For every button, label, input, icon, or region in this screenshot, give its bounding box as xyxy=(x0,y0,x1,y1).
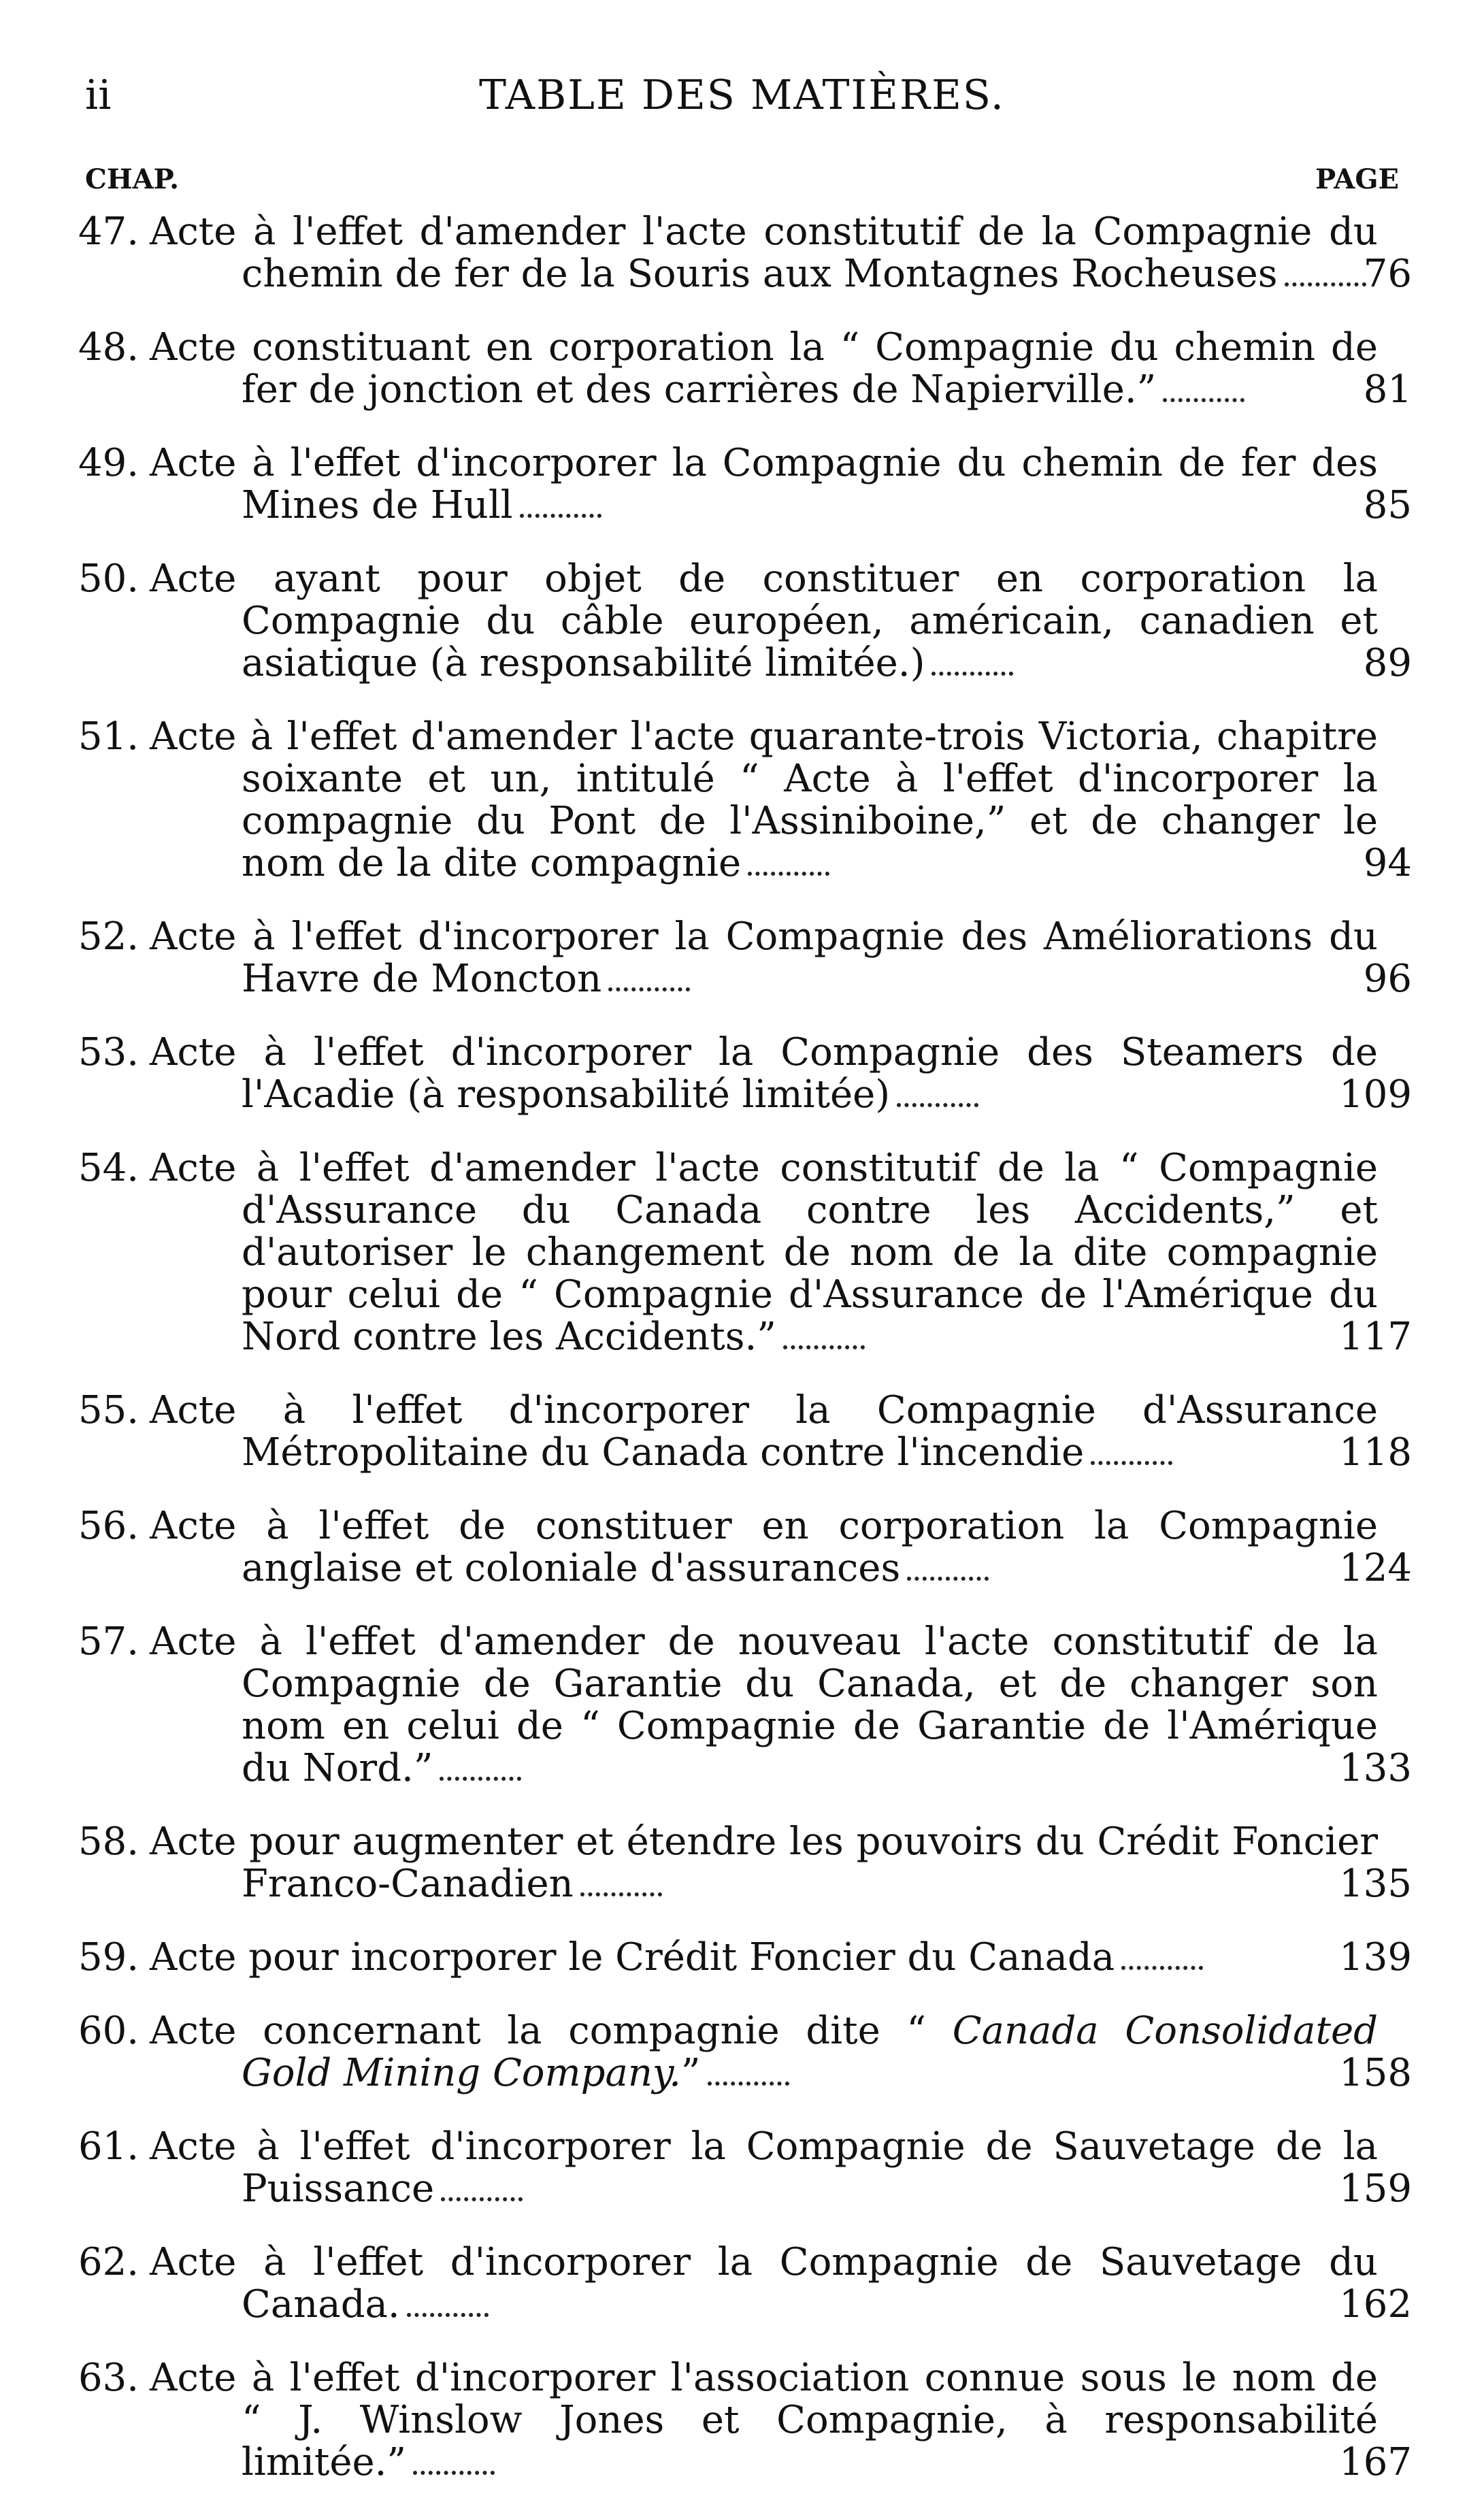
chapter-number: 62. xyxy=(78,2240,139,2284)
toc-entry xyxy=(78,1505,1412,1590)
dot-leader xyxy=(580,1892,662,1896)
toc-entry xyxy=(78,716,1412,885)
toc-entry xyxy=(78,442,1412,527)
dot-leader xyxy=(708,2082,789,2086)
chapter-number: 51. xyxy=(78,714,139,759)
page-number: 96 xyxy=(1363,957,1412,1001)
toc-entry xyxy=(78,1937,1412,1979)
entry-title: Acte à l'effet d'amender l'acte constitutif de la “ Compagnie d'Assurance du Canada contre les Accidents,” et d'autoriser le changement de nom de la dite compagnie pour celui de “ Compagnie d'Assurance de l'Amérique du Nord contre les Accidents.” xyxy=(150,1146,1378,1359)
toc-entry xyxy=(78,1390,1412,1474)
dot-leader xyxy=(1121,1966,1203,1970)
chapter-number: 57. xyxy=(78,1620,139,1664)
page-number: 135 xyxy=(1339,1862,1412,1906)
chapter-number: 61. xyxy=(78,2124,139,2169)
toc-entry xyxy=(78,2241,1412,2326)
dot-leader xyxy=(1163,398,1244,402)
chapter-number: 55. xyxy=(78,1388,139,1432)
chapter-number: 59. xyxy=(78,1935,139,1979)
toc-entry xyxy=(78,2126,1412,2210)
dot-leader xyxy=(440,1777,521,1781)
running-head xyxy=(85,71,1399,133)
entry-title: Acte pour incorporer le Crédit Foncier du Canada xyxy=(150,1937,1378,1979)
entry-title: Acte à l'effet d'amender de nouveau l'acte constitutif de la Compagnie de Garantie du Canada, et de changer son nom en celui de “ Compagnie de Garantie de l'Amérique du Nord.” xyxy=(150,1620,1378,1790)
entry-title: Acte constituant en corporation la “ Compagnie du chemin de fer de jonction et des carrières de Napierville.” xyxy=(150,325,1378,412)
entry-title: Acte à l'effet de constituer en corporation la Compagnie anglaise et coloniale d'assurances xyxy=(150,1504,1378,1590)
page-title: TABLE DES MATIÈRES. xyxy=(479,71,1005,119)
entry-title: Acte à l'effet d'incorporer la Compagnie du chemin de fer des Mines de Hull xyxy=(150,441,1378,527)
page-number: 133 xyxy=(1339,1746,1412,1790)
page-number: 158 xyxy=(1339,2051,1412,2095)
page-number: 117 xyxy=(1339,1315,1412,1359)
toc-entry xyxy=(78,327,1412,411)
entry-title: Acte à l'effet d'amender l'acte quarante-trois Victoria, chapitre soixante et un, intitulé “ Acte à l'effet d'incorporer la compagnie du Pont de l'Assiniboine,” et de changer le nom de la dite compagnie xyxy=(150,714,1378,885)
page-number: 89 xyxy=(1363,641,1412,685)
dot-leader xyxy=(441,2197,523,2201)
page-number: 94 xyxy=(1363,841,1412,885)
toc-entry xyxy=(78,916,1412,1000)
dot-leader xyxy=(931,672,1013,676)
dot-leader xyxy=(520,514,601,518)
chapter-number: 60. xyxy=(78,2009,139,2053)
dot-leader xyxy=(783,1345,865,1349)
page-number: 76 xyxy=(1363,252,1412,296)
toc-entry xyxy=(78,2010,1412,2094)
chap-column-label: CHAP. xyxy=(85,163,180,195)
page-number: 124 xyxy=(1339,1546,1412,1590)
dot-leader xyxy=(413,2471,495,2475)
chapter-number: 49. xyxy=(78,441,139,485)
chapter-number: 52. xyxy=(78,915,139,959)
entry-title: Acte à l'effet d'incorporer l'association connue sous le nom de “ J. Winslow Jones et Compagnie, à responsabilité limitée.” xyxy=(150,2356,1378,2484)
toc-entry xyxy=(78,2357,1412,2484)
page-number: 85 xyxy=(1363,483,1412,527)
dot-leader xyxy=(1091,1461,1172,1465)
entry-title: Acte à l'effet d'amender l'acte constitutif de la Compagnie du chemin de fer de la Souris aux Montagnes Rocheuses xyxy=(150,210,1378,296)
entry-title: Acte ayant pour objet de constituer en corporation la Compagnie du câble européen, américain, canadien et asiatique (à responsabilité limitée.) xyxy=(150,557,1378,685)
chapter-number: 50. xyxy=(78,557,139,601)
entry-title: Acte pour augmenter et étendre les pouvoirs du Crédit Foncier Franco-Canadien xyxy=(150,1820,1378,1906)
page-column-label: PAGE xyxy=(1315,163,1399,195)
page-number: 139 xyxy=(1339,1935,1412,1979)
page-number: 159 xyxy=(1339,2167,1412,2211)
toc-list xyxy=(78,211,1412,2515)
entry-title: Acte à l'effet d'incorporer la Compagnie de Sauvetage du Canada. xyxy=(150,2240,1378,2327)
page-number: 81 xyxy=(1363,367,1412,412)
chapter-number: 53. xyxy=(78,1030,139,1074)
chapter-number: 63. xyxy=(78,2356,139,2400)
dot-leader xyxy=(897,1103,978,1107)
entry-title: Acte à l'effet d'incorporer la Compagnie d'Assurance Métropolitaine du Canada contre l'incendie xyxy=(150,1388,1378,1475)
dot-leader xyxy=(407,2313,489,2317)
toc-entry xyxy=(78,1621,1412,1790)
chapter-number: 47. xyxy=(78,210,139,254)
page-number: 118 xyxy=(1339,1430,1412,1475)
page-number: 162 xyxy=(1339,2282,1412,2327)
page-number: 167 xyxy=(1339,2440,1412,2484)
page-number: 109 xyxy=(1339,1072,1412,1117)
entry-title: Acte concernant la compagnie dite “ Canada Consolidated Gold Mining Company.” xyxy=(150,2009,1378,2095)
chapter-number: 58. xyxy=(78,1820,139,1864)
page-folio: ii xyxy=(85,71,112,119)
entry-title: Acte à l'effet d'incorporer la Compagnie des Améliorations du Havre de Moncton xyxy=(150,915,1378,1001)
toc-entry xyxy=(78,211,1412,295)
chapter-number: 56. xyxy=(78,1504,139,1548)
dot-leader xyxy=(748,872,829,876)
entry-title: Acte à l'effet d'incorporer la Compagnie de Sauvetage de la Puissance xyxy=(150,2124,1378,2211)
toc-entry xyxy=(78,1032,1412,1116)
dot-leader xyxy=(907,1577,989,1581)
entry-title-italic: Canada Consolidated Gold Mining Company. xyxy=(242,2009,1378,2095)
toc-entry xyxy=(78,1821,1412,1905)
entry-title: Acte à l'effet d'incorporer la Compagnie des Steamers de l'Acadie (à responsabilité limitée) xyxy=(150,1030,1378,1117)
toc-entry xyxy=(78,1147,1412,1358)
dot-leader xyxy=(608,987,690,991)
toc-entry xyxy=(78,558,1412,685)
chapter-number: 48. xyxy=(78,325,139,369)
chapter-number: 54. xyxy=(78,1146,139,1190)
